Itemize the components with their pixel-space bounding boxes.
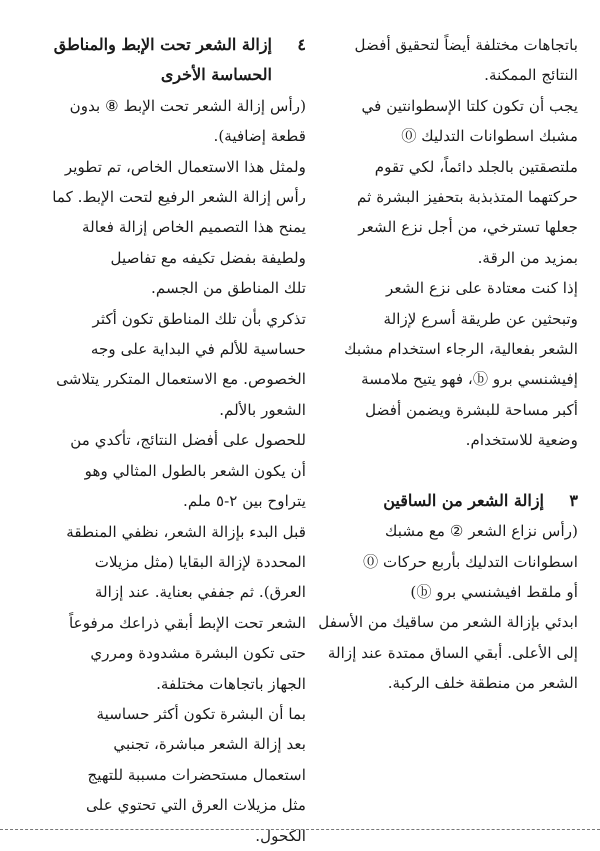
section-4-title: إزالة الشعر تحت الإبط والمناطق الحساسة الأخرى xyxy=(53,35,272,85)
left-column xyxy=(36,30,306,851)
paragraph-intro: باتجاهات مختلفة أيضاً لتحقيق أفضل النتائج الممكنة. xyxy=(354,36,578,85)
section-4-number: ٤ xyxy=(297,35,306,54)
section-3-title: إزالة الشعر من الساقين xyxy=(383,490,544,510)
paragraph-efficiency-pro: إذا كنت معتادة على نزع الشعر وتبحثين عن طريقة أسرع لإزالة الشعر بفعالية، الرجاء استخدام مشبك إفيشنسي برو ⓑ، فهو يتيح ملامسة أكبر مساحة للبشرة ويضمن أفضل وضعية للاستخدام. xyxy=(344,279,578,450)
paragraph-sensitivity: تذكري بأن تلك المناطق تكون أكثر حساسية للألم في البداية على وجه الخصوص. مع الاستعمال المتكرر يتلاشى الشعور بالألم. xyxy=(56,309,306,419)
section-4-body: (رأس إزالة الشعر تحت الإبط ⑧ بدون قطعة إضافية). xyxy=(69,96,306,146)
section-4-heading xyxy=(36,30,306,91)
paragraph-massage-discs: يجب أن تكون كلتا الإسطوانتين في مشبك اسطوانات التدليك ⓪ ملتصقتين بالجلد دائماً، لكي تقوم حركتهما المتذبذبة بتحفيز البشرة ثم جعلها تسترخي، من أجل نزع الشعر بمزيد من الرقة. xyxy=(357,96,578,267)
section-spacer xyxy=(314,456,578,486)
paragraph-cleaning: قبل البدء بإزالة الشعر، نظفي المنطقة المحددة لإزالة البقايا (مثل مزيلات العرق). ثم جففي بعناية. عند إزالة الشعر تحت الإبط أبقي ذراعك مرفوعاً حتى تكون البشرة مشدودة ومرري الجهاز باتجاهات مختلفة. xyxy=(66,522,306,693)
paragraph-aftercare: بما أن البشرة تكون أكثر حساسية بعد إزالة الشعر مباشرة، تجنبي استعمال مستحضرات مسببة للتهيج مثل مزيلات العرق التي تحتوي على الكحول. xyxy=(86,704,306,845)
right-column xyxy=(314,30,578,699)
page-bottom-divider xyxy=(0,829,600,834)
section-3-heading xyxy=(314,486,578,516)
paragraph-hair-length: للحصول على أفضل النتائج، تأكدي من أن يكون الشعر بالطول المثالي وهو يتراوح بين ٢-٥ ملم. xyxy=(70,431,306,511)
section-3-number: ٣ xyxy=(569,490,578,510)
paragraph-design: ولمثل هذا الاستعمال الخاص، تم تطوير رأس إزالة الشعر الرفيع لتحت الإبط. كما يمنح هذا التصميم الخاص إزالة فعالة ولطيفة بفضل تكيفه مع تفاصيل تلك المناطق من الجسم. xyxy=(52,157,306,298)
section-3-body: (رأس نزاع الشعر ② مع مشبك اسطوانات التدليك بأربع حركات ⓪ أو ملقط افيشنسي برو ⓑ) ابدئي بإزالة الشعر من ساقيك من الأسفل إلى الأعلى. أبقي الساق ممتدة عند إزالة الشعر من منطقة خلف الركبة. xyxy=(318,522,578,693)
